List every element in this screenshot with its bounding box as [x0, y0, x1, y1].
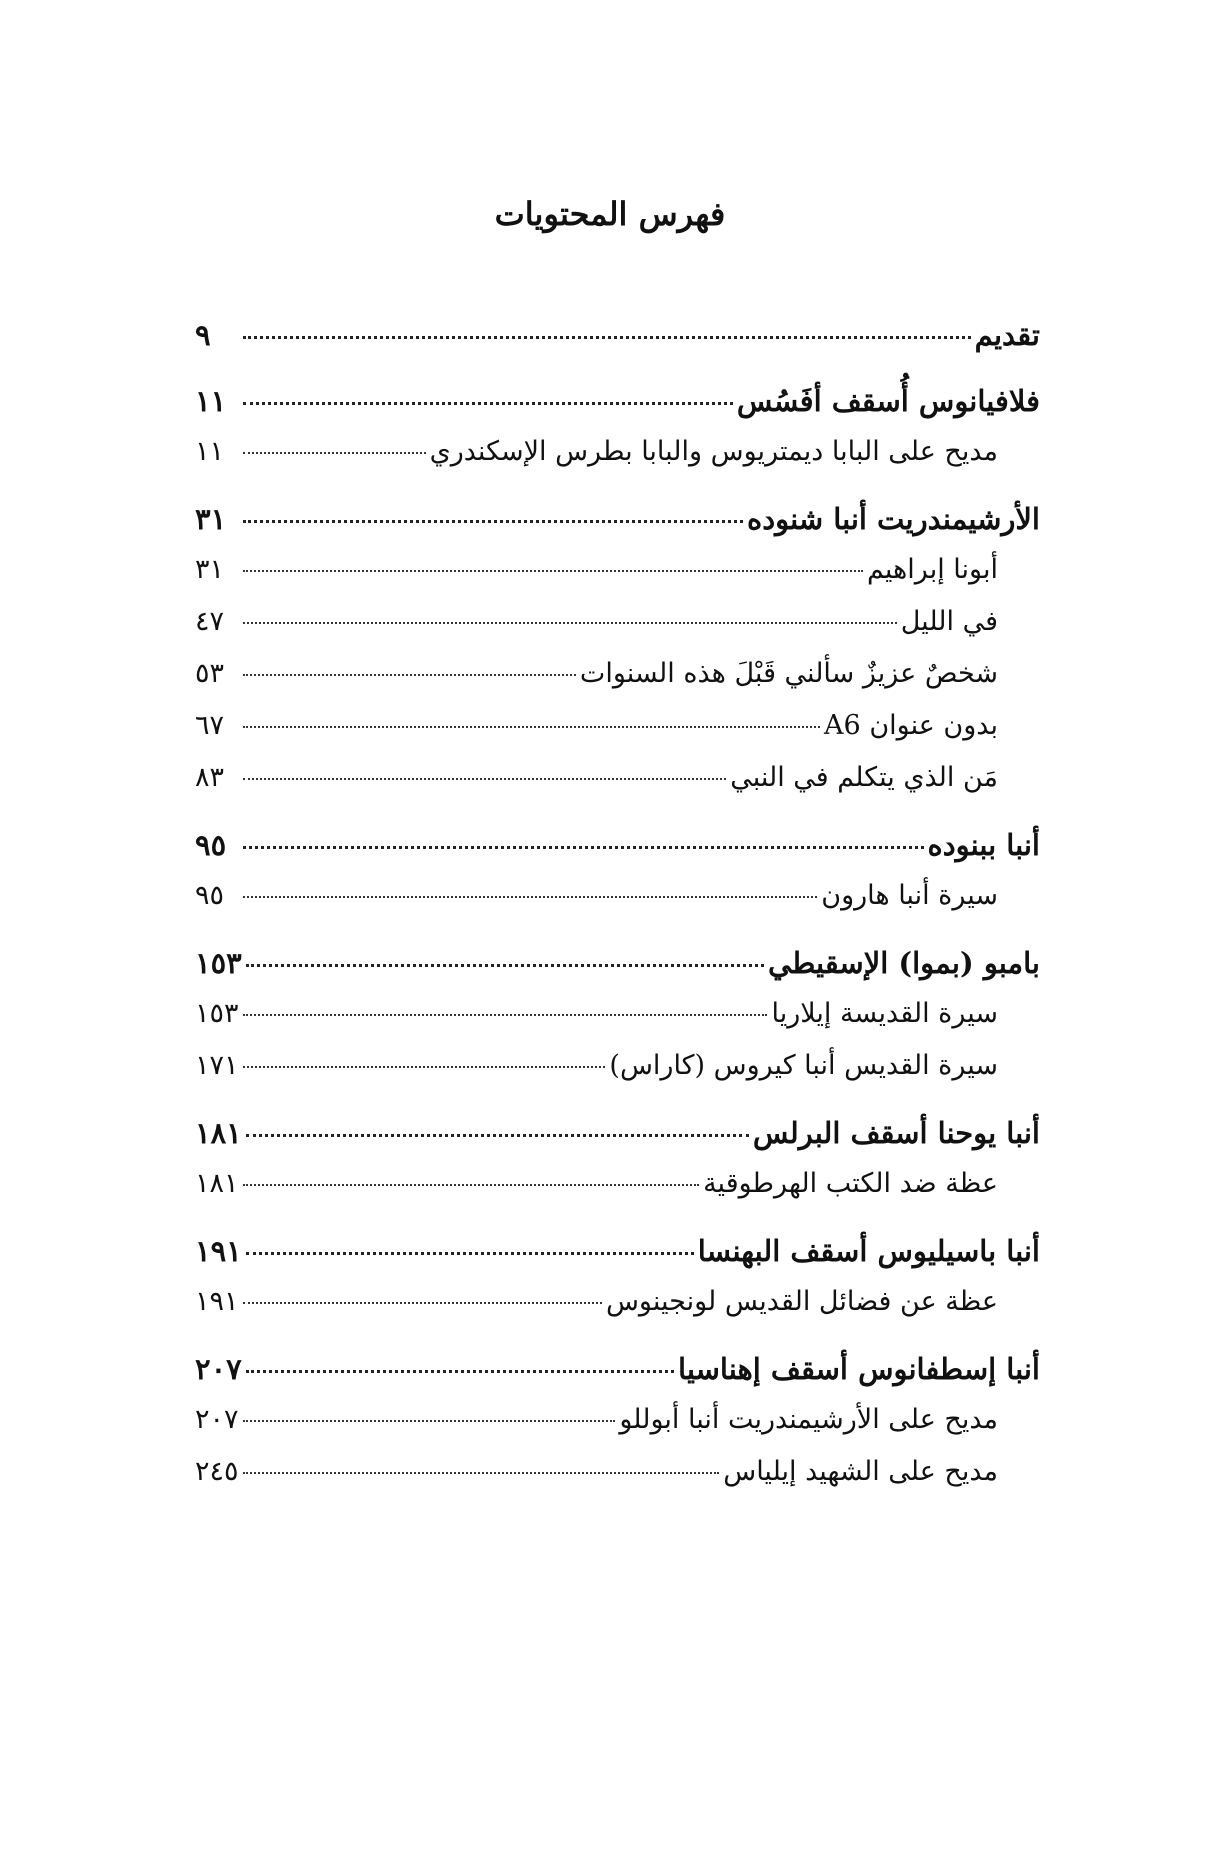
toc-entry-title: فلافيانوس أُسقف أفَسُس — [736, 384, 1040, 418]
toc-subentry[interactable] — [195, 1404, 1040, 1456]
dot-leader — [246, 1134, 749, 1137]
toc-subentry[interactable] — [195, 658, 1040, 710]
toc-page-number: ٢٤٥ — [195, 1456, 239, 1487]
toc-entry-title: أنبا ببنوده — [927, 828, 1040, 862]
toc-page-number: ٥٣ — [195, 658, 225, 689]
toc-page-number: ١٩١ — [195, 1286, 239, 1317]
toc-page-number: ٢٠٧ — [195, 1352, 242, 1386]
toc-section-entry[interactable] — [195, 318, 1040, 370]
toc-page-number: ٩ — [195, 318, 211, 352]
toc-entry-title: بامبو (بموا) الإسقيطي — [768, 946, 1040, 980]
toc-entry-title: أنبا يوحنا أسقف البرلس — [752, 1116, 1040, 1150]
toc-page-number: ٣١ — [195, 554, 225, 585]
toc-entry-title: سيرة أنبا هارون — [821, 880, 998, 911]
dot-leader — [243, 674, 576, 676]
dot-leader — [243, 570, 863, 572]
toc-page-number: ٦٧ — [195, 710, 225, 741]
dot-leader — [243, 336, 971, 339]
table-of-contents — [195, 318, 1040, 1508]
toc-entry-title: في الليل — [900, 606, 998, 637]
dot-leader — [243, 1184, 699, 1186]
toc-page-number: ٩٥ — [195, 880, 225, 911]
toc-entry-title: أبونا إبراهيم — [866, 554, 998, 585]
toc-section-entry[interactable] — [195, 1116, 1040, 1168]
dot-leader — [243, 896, 817, 898]
toc-section-entry[interactable] — [195, 502, 1040, 554]
toc-page-number: ١٩١ — [195, 1234, 242, 1268]
dot-leader — [243, 622, 897, 624]
toc-entry-title: مديح على البابا ديمتريوس والبابا بطرس الإسكندري — [429, 436, 998, 467]
toc-entry-title: مديح على الأرشيمندريت أنبا أبوللو — [619, 1404, 998, 1435]
toc-subentry[interactable] — [195, 436, 1040, 488]
toc-subentry[interactable] — [195, 1456, 1040, 1508]
toc-subentry[interactable] — [195, 710, 1040, 762]
dot-leader — [243, 726, 820, 728]
toc-entry-title: أنبا إسطفانوس أسقف إهناسيا — [678, 1352, 1040, 1386]
toc-subentry[interactable] — [195, 606, 1040, 658]
toc-entry-title: سيرة القديس أنبا كيروس (كاراس) — [609, 1050, 998, 1081]
toc-page-number: ١٥٣ — [195, 946, 242, 980]
dot-leader — [243, 1420, 615, 1422]
dot-leader — [246, 1252, 694, 1255]
dot-leader — [243, 1302, 602, 1304]
toc-page-number: ١٨١ — [195, 1168, 239, 1199]
toc-entry-title: عظة ضد الكتب الهرطوقية — [703, 1168, 998, 1199]
toc-section-entry[interactable] — [195, 1352, 1040, 1404]
page-title: فهرس المحتويات — [494, 195, 726, 233]
dot-leader — [243, 778, 726, 780]
toc-page-number: ٨٣ — [195, 762, 225, 793]
toc-page-number: ١٨١ — [195, 1116, 242, 1150]
dot-leader — [243, 1014, 767, 1016]
toc-entry-title: مَن الذي يتكلم في النبي — [730, 762, 998, 793]
toc-entry-title: عظة عن فضائل القديس لونجينوس — [605, 1286, 998, 1317]
toc-subentry[interactable] — [195, 998, 1040, 1050]
toc-page-number: ١١ — [195, 384, 227, 418]
dot-leader — [246, 1370, 674, 1373]
toc-subentry[interactable] — [195, 1286, 1040, 1338]
toc-subentry[interactable] — [195, 554, 1040, 606]
dot-leader — [246, 964, 764, 967]
toc-entry-title: تقديم — [974, 318, 1040, 352]
toc-section-entry[interactable] — [195, 384, 1040, 436]
toc-page-number: ٤٧ — [195, 606, 225, 637]
toc-page-number: ١١ — [195, 436, 225, 467]
dot-leader — [243, 846, 924, 849]
toc-section-entry[interactable] — [195, 828, 1040, 880]
toc-entry-title: شخصٌ عزيزٌ سألني قَبْلَ هذه السنوات — [579, 658, 998, 689]
toc-subentry[interactable] — [195, 1050, 1040, 1102]
toc-page-number: ٢٠٧ — [195, 1404, 239, 1435]
toc-section-entry[interactable] — [195, 1234, 1040, 1286]
toc-entry-title: أنبا باسيليوس أسقف البهنسا — [697, 1234, 1040, 1268]
toc-page-number: ٣١ — [195, 502, 227, 536]
toc-page-number: ١٥٣ — [195, 998, 239, 1029]
toc-page-number: ٩٥ — [195, 828, 227, 862]
toc-entry-title: بدون عنوان A6 — [824, 710, 998, 741]
dot-leader — [243, 1472, 719, 1474]
toc-subentry[interactable] — [195, 762, 1040, 814]
toc-section-entry[interactable] — [195, 946, 1040, 998]
toc-subentry[interactable] — [195, 1168, 1040, 1220]
toc-entry-title: الأرشيمندريت أنبا شنوده — [747, 502, 1040, 536]
toc-entry-title: مديح على الشهيد إيلياس — [723, 1456, 998, 1487]
toc-entry-title: سيرة القديسة إيلاريا — [771, 998, 998, 1029]
dot-leader — [243, 1066, 605, 1068]
toc-subentry[interactable] — [195, 880, 1040, 932]
dot-leader — [243, 520, 743, 523]
dot-leader — [243, 402, 733, 405]
dot-leader — [243, 452, 426, 454]
toc-page-number: ١٧١ — [195, 1050, 239, 1081]
